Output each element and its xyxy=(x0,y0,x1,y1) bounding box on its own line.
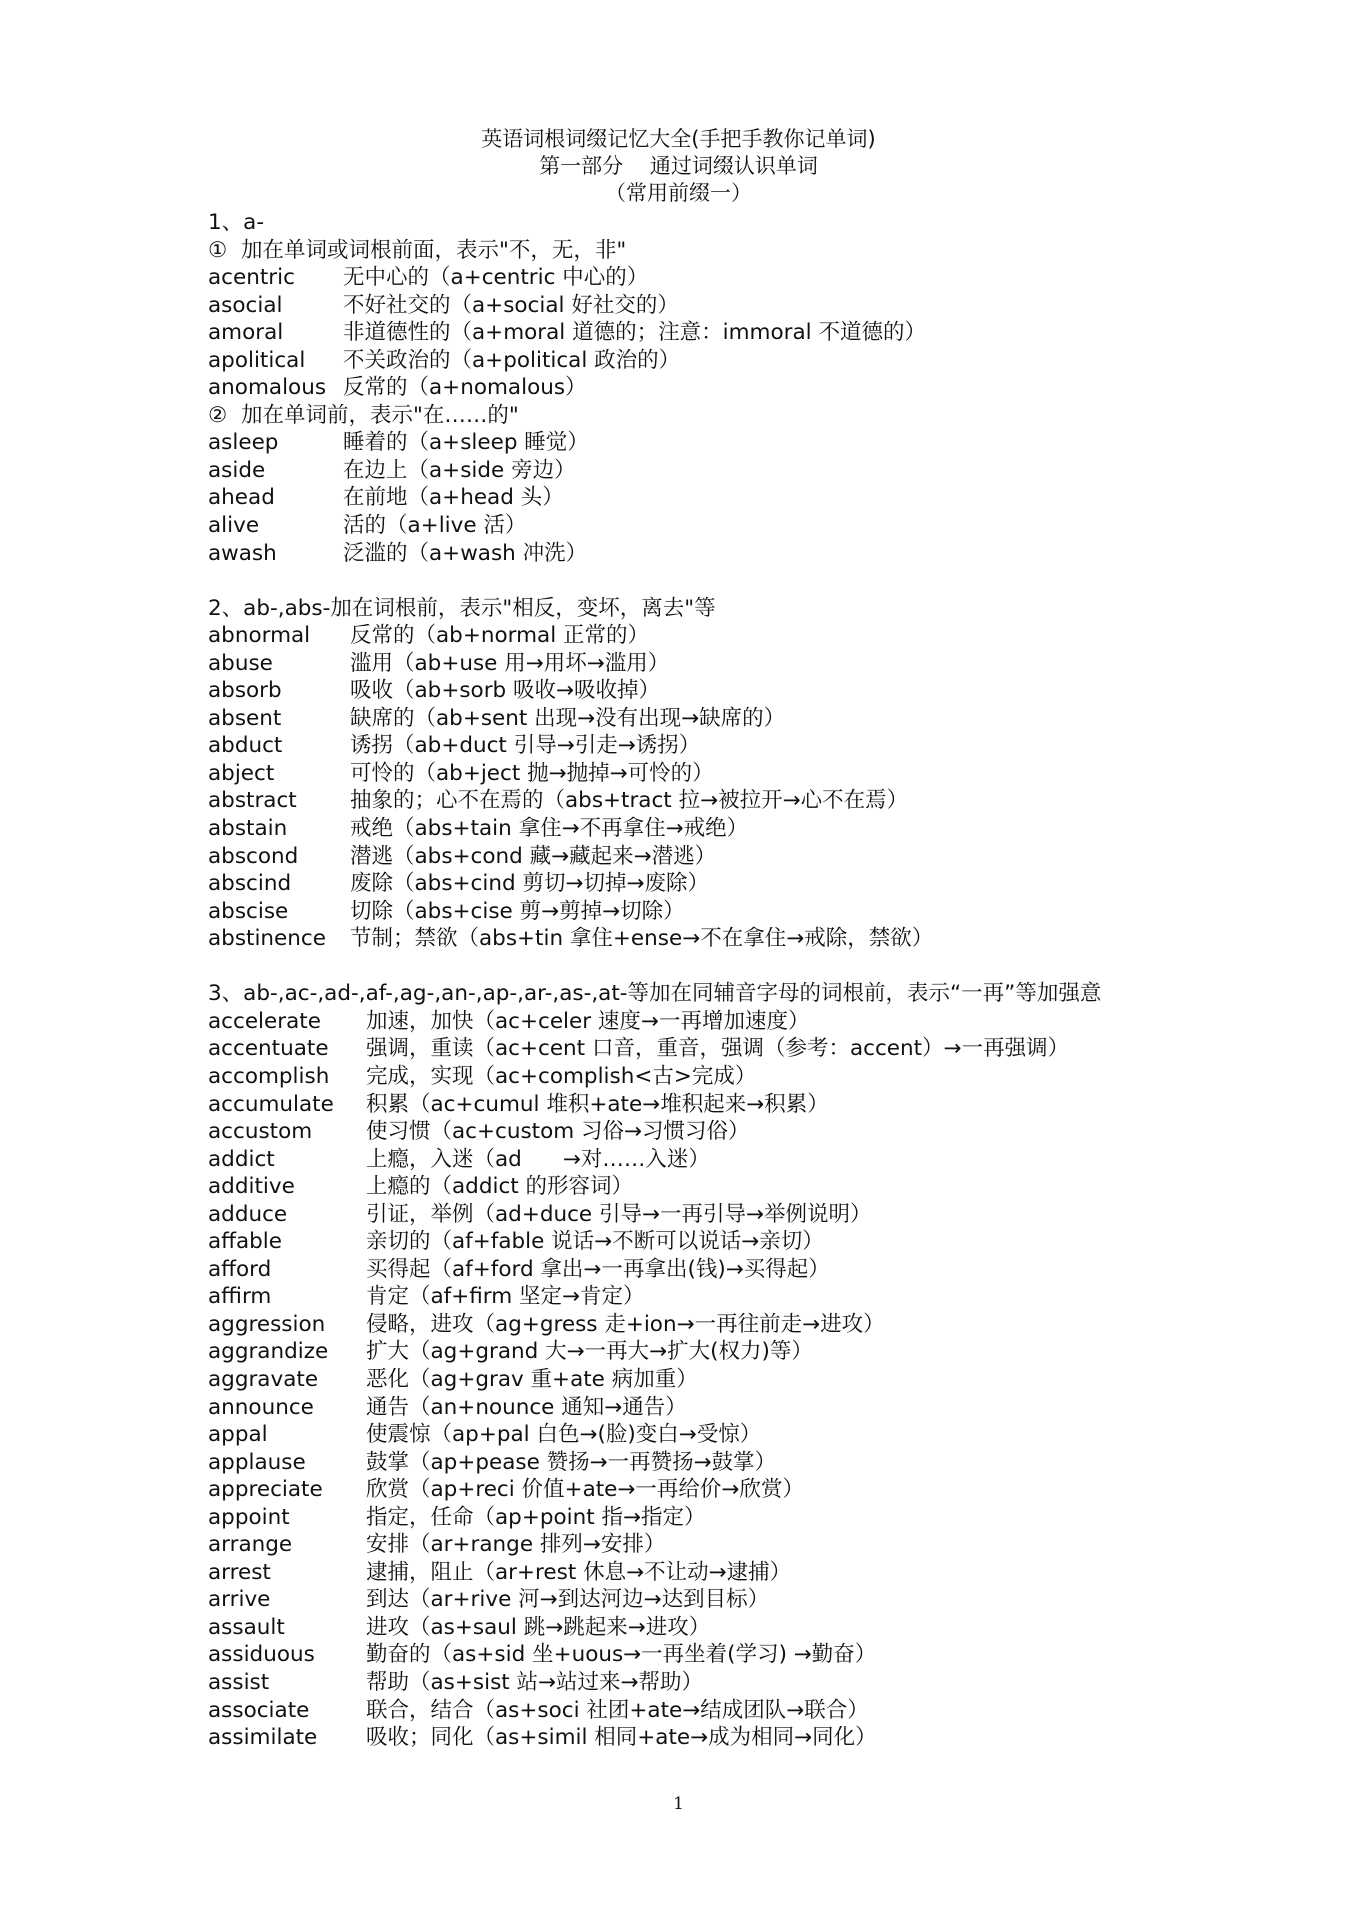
entry-definition: 欣赏（ap+reci 价值+ate→一再给价→欣赏） xyxy=(366,1477,804,1503)
entry-word: assimilate xyxy=(208,1725,318,1751)
entry-word: afford xyxy=(208,1256,272,1282)
entry-word: acentric xyxy=(208,265,295,291)
vocab-entry xyxy=(208,1697,1208,1725)
entry-definition: 联合，结合（as+soci 社团+ate→结成团队→联合） xyxy=(366,1697,869,1723)
vocab-entry xyxy=(208,1669,1208,1697)
vocab-entry xyxy=(208,319,1208,347)
document-title: 英语词根词缀记忆大全(手把手教你记单词) xyxy=(481,127,876,151)
entry-definition: 吸收；同化（as+simil 相同+ate→成为相同→同化） xyxy=(366,1725,877,1751)
vocab-entry xyxy=(208,898,1208,926)
entry-word: abscond xyxy=(208,843,299,869)
group-subheading: ② 加在单词前，表示"在……的" xyxy=(208,402,519,428)
vocab-entry xyxy=(208,1531,1208,1559)
vocab-entry xyxy=(208,622,1208,650)
entry-definition: 使震惊（ap+pal 白色→(脸)变白→受惊） xyxy=(366,1422,762,1448)
vocab-entry xyxy=(208,1228,1208,1256)
entry-word: abduct xyxy=(208,733,283,759)
entry-word: accelerate xyxy=(208,1008,321,1034)
entry-definition: 切除（abs+cise 剪→剪掉→切除） xyxy=(350,898,685,924)
vocab-entry xyxy=(208,1063,1208,1091)
entry-word: aggression xyxy=(208,1311,326,1337)
entry-word: abuse xyxy=(208,650,273,676)
entry-word: accentuate xyxy=(208,1036,329,1062)
entry-word: addict xyxy=(208,1146,275,1172)
entry-word: affable xyxy=(208,1229,283,1255)
entry-word: abstract xyxy=(208,788,297,814)
entry-definition: 肯定（af+firm 坚定→肯定） xyxy=(366,1284,645,1310)
section-heading: 1、a- xyxy=(208,210,265,235)
vocab-entry xyxy=(208,1311,1208,1339)
entry-definition: 上瘾，入迷（ad →对……入迷） xyxy=(366,1146,710,1172)
vocab-entry xyxy=(208,1559,1208,1587)
vocab-entry xyxy=(208,1614,1208,1642)
vocabulary-content xyxy=(208,209,1208,1752)
entry-word: abnormal xyxy=(208,623,311,649)
vocab-entry xyxy=(208,1035,1208,1063)
entry-definition: 活的（a+live 活） xyxy=(343,513,527,539)
vocab-entry xyxy=(208,815,1208,843)
vocab-entry xyxy=(208,540,1208,568)
section-heading: 2、ab-,abs-加在词根前，表示"相反，变坏，离去"等 xyxy=(208,595,716,621)
entry-word: absent xyxy=(208,705,282,731)
entry-definition: 反常的（a+nomalous） xyxy=(343,375,587,401)
entry-word: assist xyxy=(208,1669,270,1695)
vocab-entry xyxy=(208,843,1208,871)
vocab-entry xyxy=(208,1008,1208,1036)
entry-definition: 诱拐（ab+duct 引导→引走→诱拐） xyxy=(350,733,701,759)
entry-word: anomalous xyxy=(208,375,327,401)
entry-definition: 不关政治的（a+political 政治的） xyxy=(343,347,681,373)
vocab-entry xyxy=(208,1118,1208,1146)
entry-definition: 指定，任命（ap+point 指→指定） xyxy=(366,1504,706,1530)
entry-word: appreciate xyxy=(208,1477,323,1503)
vocab-entry xyxy=(208,374,1208,402)
vocab-entry xyxy=(208,1394,1208,1422)
entry-definition: 逮捕，阻止（ar+rest 休息→不让动→逮捕） xyxy=(366,1559,792,1585)
vocab-entry xyxy=(208,870,1208,898)
vocab-entry xyxy=(208,1283,1208,1311)
title-block xyxy=(0,126,1357,207)
vocab-entry xyxy=(208,1201,1208,1229)
vocab-entry xyxy=(208,292,1208,320)
entry-definition: 不好社交的（a+social 好社交的） xyxy=(343,292,679,318)
entry-definition: 强调，重读（ac+cent 口音，重音，强调（参考：accent）→一再强调） xyxy=(366,1036,1070,1062)
vocab-entry xyxy=(208,1366,1208,1394)
entry-word: applause xyxy=(208,1449,306,1475)
vocab-entry xyxy=(208,677,1208,705)
page-number: 1 xyxy=(673,1794,684,1814)
vocab-entry xyxy=(208,1586,1208,1614)
entry-definition: 亲切的（af+fable 说话→不断可以说话→亲切） xyxy=(366,1229,824,1255)
vocab-entry xyxy=(208,760,1208,788)
vocab-entry xyxy=(208,1091,1208,1119)
entry-definition: 潜逃（abs+cond 藏→藏起来→潜逃） xyxy=(350,843,717,869)
blank-line xyxy=(208,953,1208,981)
vocab-entry xyxy=(208,264,1208,292)
entry-word: arrange xyxy=(208,1532,293,1558)
document-subtitle: （常用前缀一） xyxy=(605,181,752,205)
vocab-entry xyxy=(208,1449,1208,1477)
entry-word: announce xyxy=(208,1394,314,1420)
entry-word: alive xyxy=(208,513,260,539)
entry-definition: 恶化（ag+grav 重+ate 病加重） xyxy=(366,1366,698,1392)
entry-definition: 安排（ar+range 排列→安排） xyxy=(366,1532,666,1558)
entry-definition: 泛滥的（a+wash 冲洗） xyxy=(343,540,588,566)
entry-word: abstinence xyxy=(208,926,326,952)
entry-definition: 通告（an+nounce 通知→通告） xyxy=(366,1394,687,1420)
entry-definition: 到达（ar+rive 河→到达河边→达到目标） xyxy=(366,1587,770,1613)
entry-definition: 吸收（ab+sorb 吸收→吸收掉） xyxy=(350,678,661,704)
entry-word: affirm xyxy=(208,1284,272,1310)
entry-word: awash xyxy=(208,540,277,566)
entry-definition: 侵略，进攻（ag+gress 走+ion→一再往前走→进攻） xyxy=(366,1311,885,1337)
entry-definition: 反常的（ab+normal 正常的） xyxy=(350,623,650,649)
entry-word: abstain xyxy=(208,816,288,842)
entry-word: aggravate xyxy=(208,1366,319,1392)
entry-word: amoral xyxy=(208,320,284,346)
blank-line xyxy=(208,567,1208,595)
entry-definition: 勤奋的（as+sid 坐+uous→一再坐着(学习) →勤奋） xyxy=(366,1642,877,1668)
entry-word: abscise xyxy=(208,898,289,924)
entry-definition: 帮助（as+sist 站→站过来→帮助） xyxy=(366,1669,704,1695)
entry-definition: 睡着的（a+sleep 睡觉） xyxy=(343,430,589,456)
entry-definition: 废除（abs+cind 剪切→切掉→废除） xyxy=(350,871,709,897)
entry-word: adduce xyxy=(208,1201,288,1227)
entry-definition: 完成，实现（ac+complish<古>完成） xyxy=(366,1063,757,1089)
vocab-entry xyxy=(208,925,1208,953)
entry-word: absorb xyxy=(208,678,282,704)
vocab-entry xyxy=(208,705,1208,733)
vocab-entry xyxy=(208,1504,1208,1532)
entry-word: appal xyxy=(208,1422,268,1448)
entry-definition: 非道德性的（a+moral 道德的；注意：immoral 不道德的） xyxy=(343,320,926,346)
vocab-entry xyxy=(208,512,1208,540)
entry-definition: 引证，举例（ad+duce 引导→一再引导→举例说明） xyxy=(366,1201,872,1227)
vocab-entry xyxy=(208,1476,1208,1504)
vocab-entry xyxy=(208,650,1208,678)
entry-word: abject xyxy=(208,760,275,786)
vocab-entry xyxy=(208,1421,1208,1449)
entry-word: accumulate xyxy=(208,1091,334,1117)
entry-word: accomplish xyxy=(208,1063,330,1089)
vocab-entry xyxy=(208,1173,1208,1201)
entry-word: asleep xyxy=(208,430,279,456)
entry-definition: 滥用（ab+use 用→用坏→滥用） xyxy=(350,650,670,676)
vocab-entry xyxy=(208,787,1208,815)
entry-definition: 无中心的（a+centric 中心的） xyxy=(343,265,649,291)
vocab-entry xyxy=(208,484,1208,512)
entry-definition: 缺席的（ab+sent 出现→没有出现→缺席的） xyxy=(350,705,786,731)
vocab-entry xyxy=(208,1641,1208,1669)
entry-word: associate xyxy=(208,1697,310,1723)
entry-word: assault xyxy=(208,1614,285,1640)
entry-word: appoint xyxy=(208,1504,290,1530)
entry-word: accustom xyxy=(208,1119,313,1145)
vocab-entry xyxy=(208,1338,1208,1366)
entry-definition: 买得起（af+ford 拿出→一再拿出(钱)→买得起） xyxy=(366,1256,830,1282)
entry-word: aside xyxy=(208,457,266,483)
vocab-entry xyxy=(208,429,1208,457)
group-subheading: ① 加在单词或词根前面，表示"不，无，非" xyxy=(208,237,627,263)
entry-definition: 加速，加快（ac+celer 速度→一再增加速度） xyxy=(366,1008,810,1034)
vocab-entry xyxy=(208,1146,1208,1174)
vocab-entry xyxy=(208,1724,1208,1752)
entry-definition: 扩大（ag+grand 大→一再大→扩大(权力)等） xyxy=(366,1339,813,1365)
entry-word: apolitical xyxy=(208,347,306,373)
entry-word: arrest xyxy=(208,1559,271,1585)
entry-definition: 鼓掌（ap+pease 赞扬→一再赞扬→鼓掌） xyxy=(366,1449,777,1475)
entry-definition: 积累（ac+cumul 堆积+ate→堆积起来→积累） xyxy=(366,1091,829,1117)
entry-definition: 节制；禁欲（abs+tin 拿住+ense→不在拿住→戒除，禁欲） xyxy=(350,926,934,952)
entry-definition: 使习惯（ac+custom 习俗→习惯习俗） xyxy=(366,1119,750,1145)
entry-word: assiduous xyxy=(208,1642,315,1668)
vocab-entry xyxy=(208,457,1208,485)
vocab-entry xyxy=(208,732,1208,760)
entry-definition: 进攻（as+saul 跳→跳起来→进攻） xyxy=(366,1614,711,1640)
entry-word: abscind xyxy=(208,871,292,897)
entry-word: arrive xyxy=(208,1587,271,1613)
entry-definition: 在前地（a+head 头） xyxy=(343,485,564,511)
entry-definition: 可怜的（ab+ject 抛→抛掉→可怜的） xyxy=(350,760,714,786)
section-heading: 3、ab-,ac-,ad-,af-,ag-,an-,ap-,ar-,as-,at-等加在同辅音字母的词根前，表示“一再”等加强意 xyxy=(208,981,1102,1007)
entry-word: additive xyxy=(208,1174,295,1200)
entry-definition: 戒绝（abs+tain 拿住→不再拿住→戒绝） xyxy=(350,816,749,842)
entry-word: ahead xyxy=(208,485,275,511)
entry-definition: 在边上（a+side 旁边） xyxy=(343,457,576,483)
part-title: 第一部分 通过词缀认识单词 xyxy=(539,154,818,178)
entry-word: asocial xyxy=(208,292,283,318)
vocab-entry xyxy=(208,347,1208,375)
entry-definition: 抽象的；心不在焉的（abs+tract 拉→被拉开→心不在焉） xyxy=(350,788,909,814)
entry-definition: 上瘾的（addict 的形容词） xyxy=(366,1174,634,1200)
vocab-entry xyxy=(208,1256,1208,1284)
entry-word: aggrandize xyxy=(208,1339,329,1365)
